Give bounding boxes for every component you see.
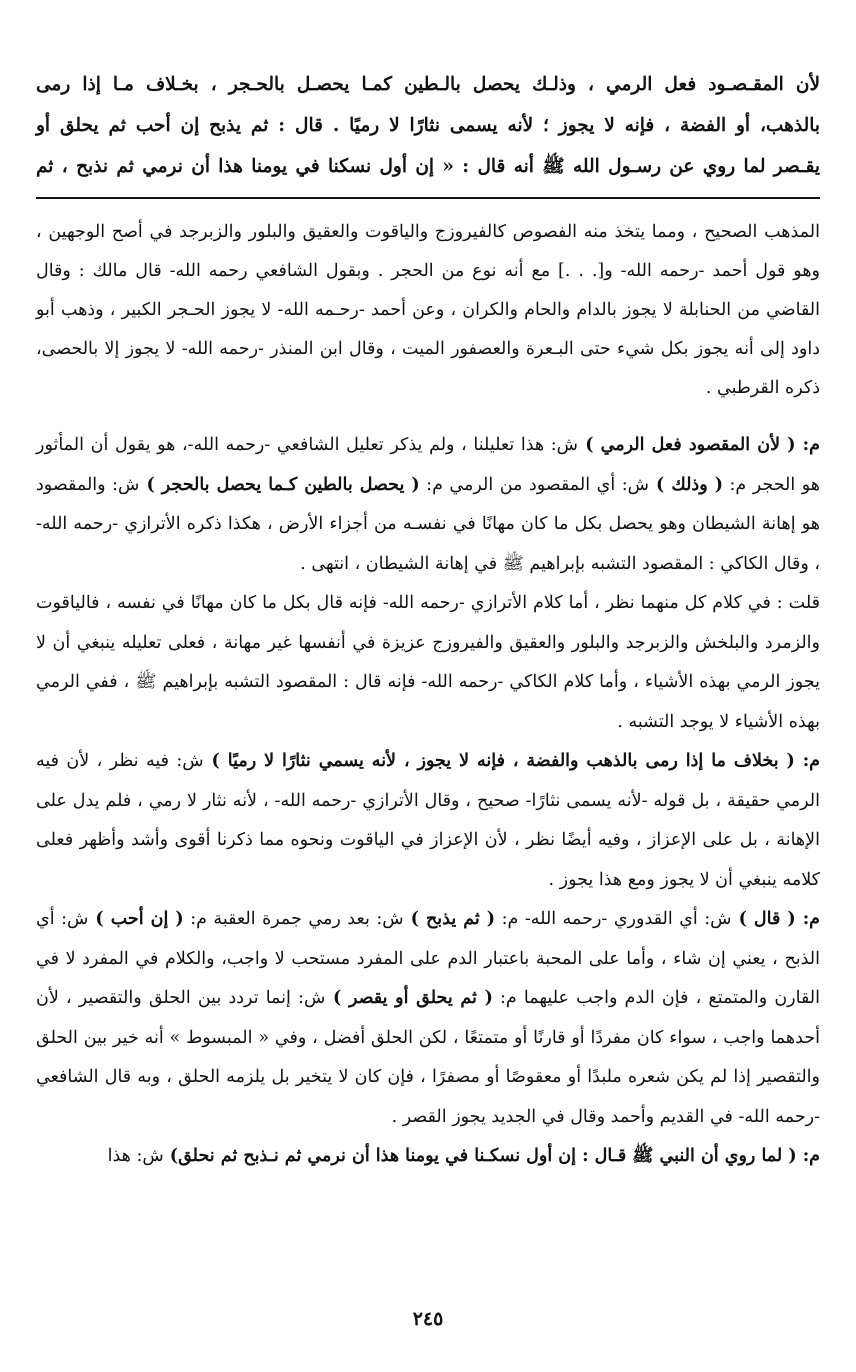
footnote-divider [36,197,820,199]
sharh-text: ش: فيه نظر ، لأن فيه الرمي حقيقة ، بل قوله -لأنه يسمى نثارًا- صحيح ، وقال الأترازي -رحمه الله- ، لأنه نثار لا رمي ، فلم يدل على الإهانة ، بل على الإعزاز ، وفيه أيضًا نظر ، لأن الإعزاز في الياقوت ونحوه مما ذكرنا أقوى وأشد وأظهر فعلى كلامه ينبغي أن لا يجوز ومع هذا يجوز . [36,751,820,890]
commentary-paragraph [36,900,820,1137]
main-text-line: بالذهب، أو الفضة ، فإنه لا يجوز ؛ لأنه يسمى نثارًا لا رميًا . قال : ثم يذبح إن أحب ثم يحلق أو [36,115,820,136]
footnote [36,213,820,408]
commentary-paragraph [36,1137,820,1177]
matn-quote: م: ( بخلاف ما إذا رمى بالذهب والفضة ، فإنه لا يجوز ، لأنه يسمي نثارًا لا رميًا ) [203,751,820,771]
commentary-paragraph [36,584,820,742]
commentary-paragraph [36,426,820,584]
sharh-text: ش: والمقصود هو إهانة الشيطان وهو يحصل بكل ما كان مهانًا في نفسـه من أجزاء الأرض ، هكذا ذكره الأترازي -رحمه الله- ، وقال الكاكي : المقصود التشبه بإبراهيم ﷺ في إهانة الشيطان ، انتهى . [36,474,820,574]
matn-quote: م: ( قال ) [731,909,821,929]
sharh-text: ش: هذا [107,1146,164,1166]
matn-quote: ( إن أحب ) [88,909,184,929]
commentary-paragraph [36,742,820,900]
footnote-text: المذهب الصحيح ، ومما يتخذ منه الفصوص كالفيروزج والياقوت والعقيق والبلور والزبرجد في أصح الوجهين ، وهو قول أحمد -رحمه الله- و[. . .] مع أنه نوع من الحجر . وبقول الشافعي رحمه الله- قال مالك : وقال القاضي من الحنابلة لا يجوز بالدام والحام والكران ، وعن أحمد -رحـمه الله- لا يجوز الحـجر الكبير ، وذهب أبو داود إلى أنه يجوز بكل شيء حتى البـعرة والعصفور الميت ، وقال ابن المنذر -رحمه الله- لا يجوز إلا بالحصى، ذكره القرطبي . [36,222,820,398]
matn-quote: ( ثم يذبح ) [403,909,496,929]
page-number: ٢٤٥ [412,1308,444,1330]
sharh-text: ش: إنما تردد بين الحلق والتقصير ، لأن أحدهما واجب ، سواء كان مفردًا أو قارنًا أو متمتعًا ، لكن الحلق أفضل ، وفي « المبسوط » أنه خير بين الحلق والتقصير إذا لم يكن شعره ملبدًا أو معقوصًا أو مصفرًا ، فإن كان لا يتخير بل يلزمه الحلق ، وبه قال الشافعي -رحمه الله- في القديم وأحمد وقال في الجديد يجوز القصر . [36,988,820,1127]
sharh-text: قلت : في كلام كل منهما نظر ، أما كلام الأترازي -رحمه الله- فإنه قال بكل ما كان مهانًا في نفسه ، فالياقوت والزمرد والبلخش والزبرجد والبلور والعقيق والفيروزج عزيزة في أنفسها غير مهانة ، فعلى تعليله ينبغي أن لا يجوز الرمي بهذه الأشياء ، وأما كلام الكاكي -رحمه الله- فإنه قال : المقصود التشبه بإبراهيم ﷺ ، ففي الرمي بهذه الأشياء لا يوجد التشبه . [36,593,820,732]
main-text-line: لأن المقـصـود فعل الرمي ، وذلـك يحصل بالـطين كمـا يحصـل بالحـجر ، بخـلاف مـا إذا رمى [36,74,820,95]
matn-quote: ( وذلك ) [648,474,724,495]
matn-quote: م: ( لأن المقصود فعل الرمي ) [578,435,820,455]
commentary [36,426,820,1177]
matn-quote: ( يحصل بالطين كـما يحصل بالحجر ) [139,474,420,495]
sharh-text: ش: هذا تعليلنا ، ولم يذكر تعليل الشافعي -رحمه الله-، هو يقول أن المأثور هو الحجر م: [36,435,821,495]
sharh-text: ش: أي القدوري -رحمه الله- م: [495,909,732,929]
matn-quote: ( ثم يحلق أو يقصر ) [325,988,493,1008]
sharh-text: ش: أي المقصود من الرمي م: [419,474,649,495]
matn-quote: م: ( لما روي أن النبي ﷺ قـال : إن أول نسكـنا في يومنا هذا أن نرمي ثم نـذبح ثم نحلق) [163,1146,820,1166]
sharh-text: ش: أي الذبح ، يعني إن شاء ، وأما على المحبة باعتبار الدم على المفرد مستحب لا واجب، والكلام في المفرد لا في القارن والمتمتع ، فإن الدم واجب عليهما م: [36,909,820,1008]
sharh-text: ش: بعد رمي جمرة العقبة م: [183,909,404,929]
main-text-line: يقـصر لما روي عن رسـول الله ﷺ أنه قال : « إن أول نسكنا في يومنا هذا أن نرمي ثم نذبح ، ثم [36,156,820,177]
main-text [36,64,820,187]
